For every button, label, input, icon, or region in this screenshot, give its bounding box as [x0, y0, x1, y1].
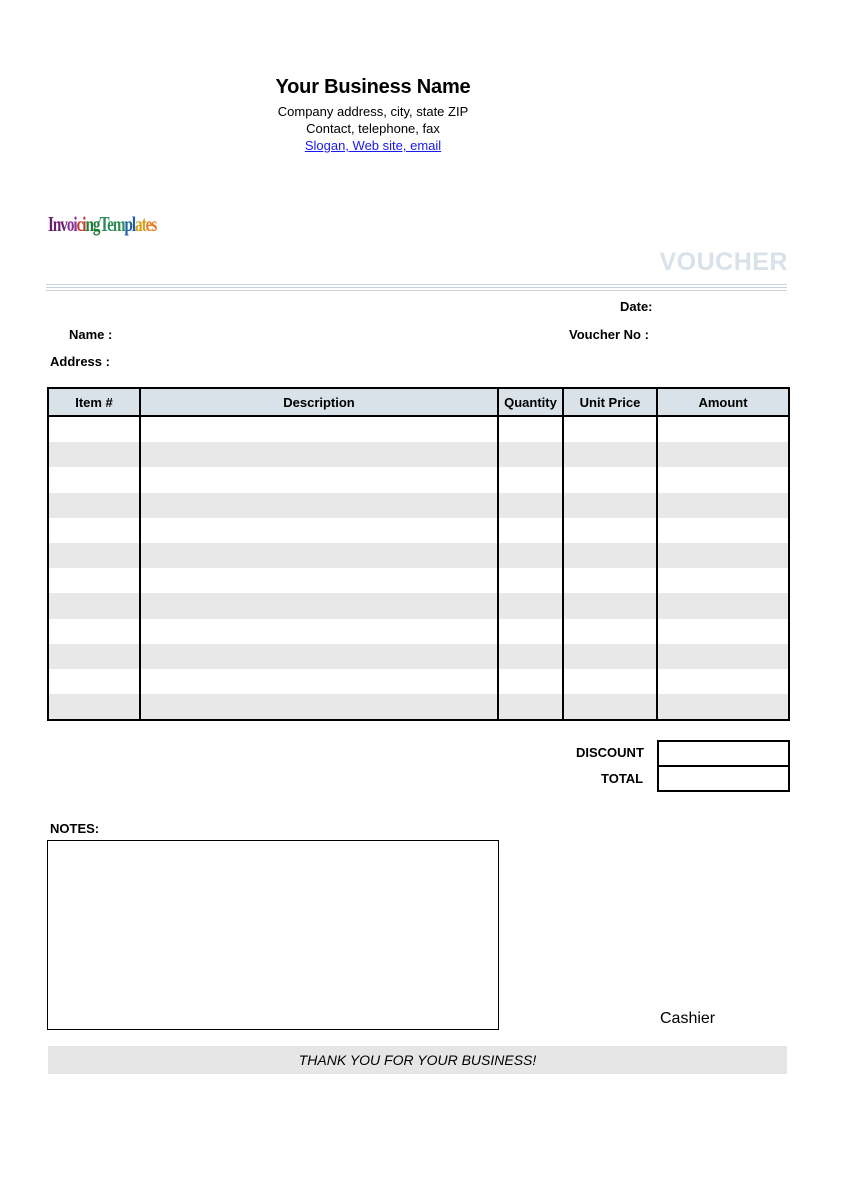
business-name: Your Business Name	[275, 76, 471, 98]
cell-amount[interactable]	[657, 467, 789, 492]
column-header-unit-price: Unit Price	[563, 388, 657, 416]
business-address: Company address, city, state ZIP	[277, 104, 469, 119]
cell-unit-price[interactable]	[563, 543, 657, 568]
table-row	[48, 619, 789, 644]
column-header-description: Description	[140, 388, 498, 416]
table-row	[48, 493, 789, 518]
table-row	[48, 416, 789, 442]
cell-quantity[interactable]	[498, 416, 563, 442]
cell-item[interactable]	[48, 644, 140, 669]
date-label: Date:	[620, 299, 653, 314]
cell-unit-price[interactable]	[563, 493, 657, 518]
column-header-quantity: Quantity	[498, 388, 563, 416]
cell-item[interactable]	[48, 619, 140, 644]
cell-item[interactable]	[48, 467, 140, 492]
cashier-label: Cashier	[660, 1010, 716, 1027]
cell-amount[interactable]	[657, 694, 789, 720]
column-header-item: Item #	[48, 388, 140, 416]
cell-description[interactable]	[140, 568, 498, 593]
cell-item[interactable]	[48, 543, 140, 568]
cell-quantity[interactable]	[498, 644, 563, 669]
cell-item[interactable]	[48, 568, 140, 593]
cell-item[interactable]	[48, 669, 140, 694]
cell-quantity[interactable]	[498, 593, 563, 618]
cell-description[interactable]	[140, 669, 498, 694]
business-contact: Contact, telephone, fax	[306, 121, 440, 136]
cell-description[interactable]	[140, 619, 498, 644]
cell-unit-price[interactable]	[563, 619, 657, 644]
cell-unit-price[interactable]	[563, 568, 657, 593]
cell-unit-price[interactable]	[563, 416, 657, 442]
cell-description[interactable]	[140, 694, 498, 720]
business-header	[0, 76, 746, 155]
cell-amount[interactable]	[657, 593, 789, 618]
total-label: TOTAL	[601, 771, 644, 786]
thank-you-banner: THANK YOU FOR YOUR BUSINESS!	[48, 1046, 787, 1074]
notes-label: NOTES:	[50, 821, 100, 836]
items-table	[47, 387, 790, 721]
cell-description[interactable]	[140, 644, 498, 669]
discount-field[interactable]	[657, 740, 790, 767]
cell-unit-price[interactable]	[563, 442, 657, 467]
cell-description[interactable]	[140, 493, 498, 518]
name-label: Name :	[69, 327, 113, 342]
cell-quantity[interactable]	[498, 694, 563, 720]
notes-box[interactable]	[47, 840, 499, 1030]
document-title: VOUCHER	[659, 248, 788, 276]
cell-description[interactable]	[140, 467, 498, 492]
table-row	[48, 518, 789, 543]
voucher-no-label: Voucher No :	[569, 327, 649, 342]
cell-unit-price[interactable]	[563, 518, 657, 543]
cell-quantity[interactable]	[498, 518, 563, 543]
cell-description[interactable]	[140, 416, 498, 442]
cell-description[interactable]	[140, 543, 498, 568]
cell-amount[interactable]	[657, 518, 789, 543]
cell-item[interactable]	[48, 416, 140, 442]
table-row	[48, 593, 789, 618]
cell-quantity[interactable]	[498, 619, 563, 644]
table-header-row	[48, 388, 789, 416]
cell-unit-price[interactable]	[563, 669, 657, 694]
table-row	[48, 442, 789, 467]
column-header-amount: Amount	[657, 388, 789, 416]
cell-item[interactable]	[48, 593, 140, 618]
table-row	[48, 644, 789, 669]
cell-description[interactable]	[140, 593, 498, 618]
cell-unit-price[interactable]	[563, 694, 657, 720]
cell-item[interactable]	[48, 518, 140, 543]
cell-item[interactable]	[48, 694, 140, 720]
table-row	[48, 694, 789, 720]
cell-item[interactable]	[48, 442, 140, 467]
table-row	[48, 467, 789, 492]
cell-amount[interactable]	[657, 442, 789, 467]
cell-quantity[interactable]	[498, 467, 563, 492]
address-label: Address :	[50, 354, 110, 369]
cell-description[interactable]	[140, 442, 498, 467]
cell-amount[interactable]	[657, 493, 789, 518]
discount-label: DISCOUNT	[576, 745, 644, 760]
divider-line	[46, 290, 787, 291]
cell-unit-price[interactable]	[563, 467, 657, 492]
cell-amount[interactable]	[657, 619, 789, 644]
cell-unit-price[interactable]	[563, 644, 657, 669]
cell-quantity[interactable]	[498, 669, 563, 694]
divider-line	[46, 287, 787, 288]
cell-quantity[interactable]	[498, 568, 563, 593]
table-row	[48, 543, 789, 568]
slogan-link[interactable]: Slogan, Web site, email	[304, 138, 442, 153]
cell-quantity[interactable]	[498, 442, 563, 467]
logo: InvoicingTemplates	[48, 212, 157, 236]
cell-amount[interactable]	[657, 543, 789, 568]
cell-item[interactable]	[48, 493, 140, 518]
table-row	[48, 669, 789, 694]
divider-line	[46, 284, 787, 285]
cell-quantity[interactable]	[498, 493, 563, 518]
cell-amount[interactable]	[657, 644, 789, 669]
cell-quantity[interactable]	[498, 543, 563, 568]
total-field[interactable]	[657, 765, 790, 792]
table-row	[48, 568, 789, 593]
cell-description[interactable]	[140, 518, 498, 543]
cell-amount[interactable]	[657, 669, 789, 694]
cell-amount[interactable]	[657, 568, 789, 593]
cell-unit-price[interactable]	[563, 593, 657, 618]
cell-amount[interactable]	[657, 416, 789, 442]
